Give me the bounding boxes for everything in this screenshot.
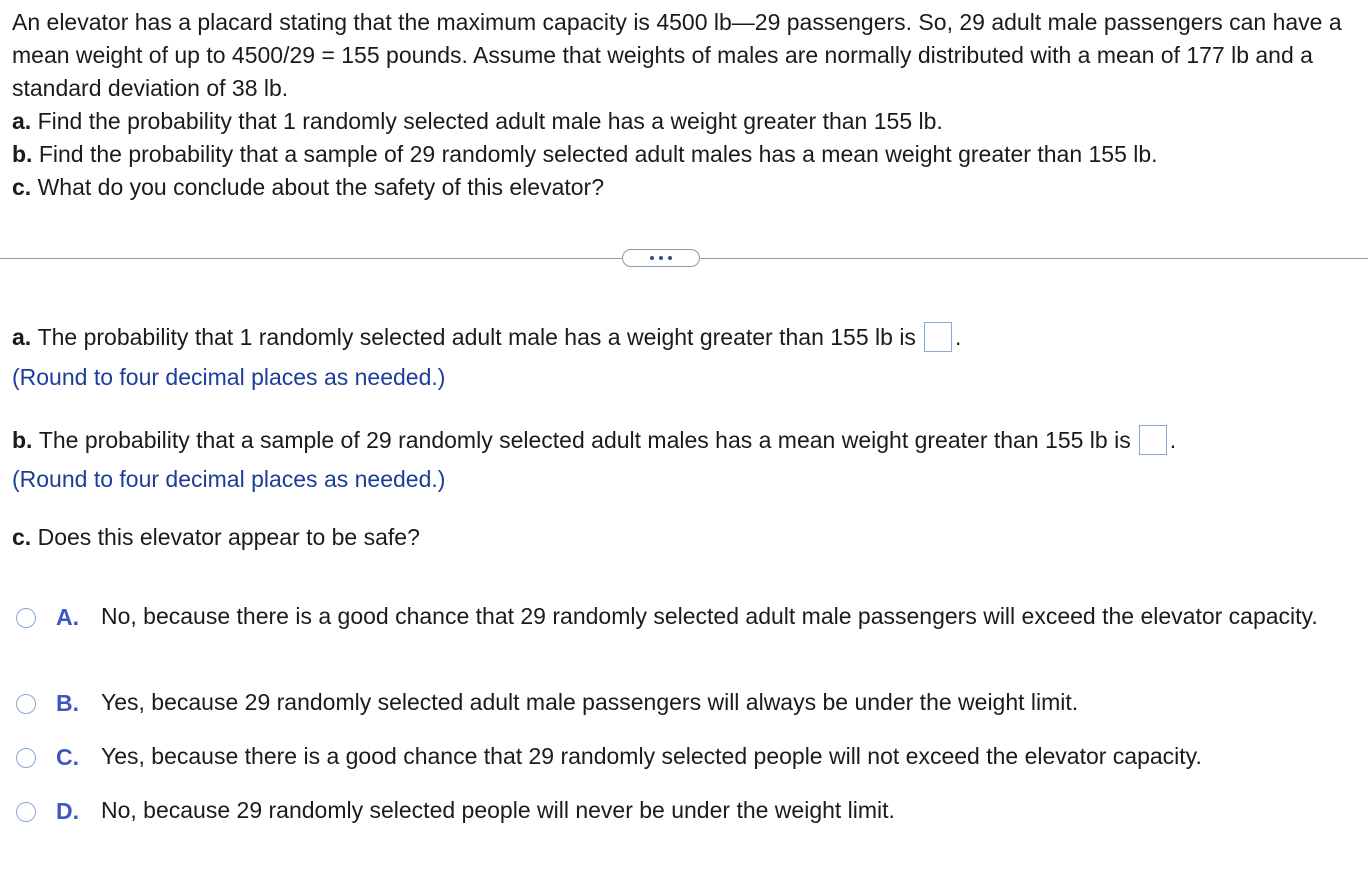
question-part-a: a. Find the probability that 1 randomly selected adult male has a weight greater than 155 lb. xyxy=(12,108,943,134)
radio-button-d[interactable] xyxy=(16,802,36,822)
answer-a-line: a. The probability that 1 randomly selected adult male has a weight greater than 155 lb is . xyxy=(12,322,961,352)
question-part-b: b. Find the probability that a sample of 29 randomly selected adult males has a mean weight greater than 155 lb. xyxy=(12,141,1158,167)
option-c-text: Yes, because there is a good chance that 29 randomly selected people will not exceed the elevator capacity. xyxy=(101,743,1202,769)
question-intro: An elevator has a placard stating that the maximum capacity is 4500 lb—29 passengers. So, 29 adult male passengers can have a mean weight of up to 4500/29 = 155 pounds. Assume that weights of males are normally distributed with a mean of 177 lb and a standard deviation of 38 lb. xyxy=(12,9,1342,101)
option-b[interactable] xyxy=(16,690,1366,718)
ellipsis-icon xyxy=(650,256,672,260)
answer-c-label: c. xyxy=(12,524,32,550)
question-part-c: c. What do you conclude about the safety of this elevator? xyxy=(12,174,604,200)
option-c[interactable] xyxy=(16,744,1366,772)
option-d[interactable] xyxy=(16,798,1366,826)
option-b-text: Yes, because 29 randomly selected adult male passengers will always be under the weight limit. xyxy=(101,689,1079,715)
answer-b-text: The probability that a sample of 29 randomly selected adult males has a mean weight greater than 155 lb is xyxy=(38,426,1131,453)
answer-a-text: The probability that 1 randomly selected adult male has a weight greater than 155 lb is xyxy=(37,323,916,350)
answer-b-hint: (Round to four decimal places as needed.) xyxy=(12,466,446,492)
answer-a-label: a. xyxy=(12,323,32,350)
question-text xyxy=(12,6,1352,204)
answer-b-line: b. The probability that a sample of 29 randomly selected adult males has a mean weight greater than 155 lb is . xyxy=(12,425,1176,455)
radio-button-b[interactable] xyxy=(16,694,36,714)
option-a-text: No, because there is a good chance that 29 randomly selected adult male passengers will exceed the elevator capacity. xyxy=(101,603,1318,629)
radio-button-c[interactable] xyxy=(16,748,36,768)
answer-a-hint: (Round to four decimal places as needed.) xyxy=(12,364,446,390)
option-c-letter: C. xyxy=(56,744,79,770)
option-a-letter: A. xyxy=(56,604,79,630)
option-b-letter: B. xyxy=(56,690,79,716)
answer-b-input[interactable] xyxy=(1139,425,1167,455)
answer-b-label: b. xyxy=(12,426,33,453)
answer-a-input[interactable] xyxy=(924,322,952,352)
option-d-letter: D. xyxy=(56,798,79,824)
answer-c-text: Does this elevator appear to be safe? xyxy=(37,524,420,550)
answer-c-line xyxy=(12,524,420,551)
option-d-text: No, because 29 randomly selected people will never be under the weight limit. xyxy=(101,797,895,823)
expand-more-button[interactable] xyxy=(622,249,700,267)
radio-button-a[interactable] xyxy=(16,608,36,628)
option-a[interactable] xyxy=(16,604,1366,632)
